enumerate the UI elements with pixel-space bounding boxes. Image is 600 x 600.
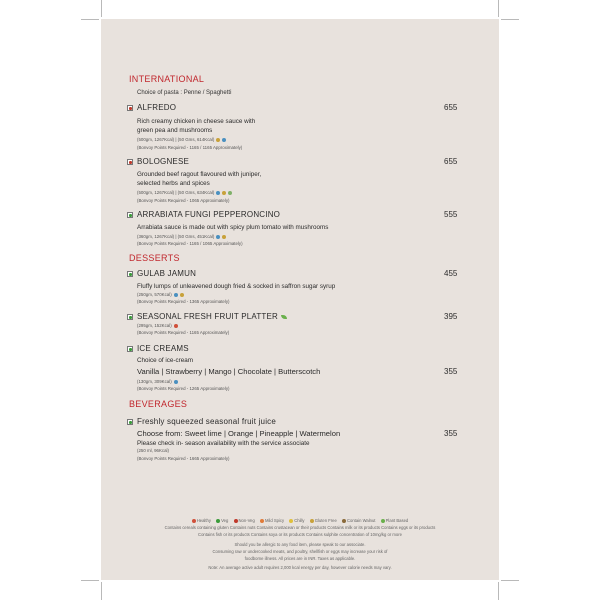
item-points-fruit-juice: (Bonvoy Points Required - 1665 Approximately) xyxy=(137,456,230,461)
allergen-line-2: Contains fish or its products Contains soya or its products Contains sulphite concentration of 10mg/kg or more xyxy=(198,532,402,537)
item-points-alfredo: (Bonvoy Points Required - 1165 / 1165 Approximately) xyxy=(137,145,243,150)
crop-mark xyxy=(501,580,519,581)
item-desc-gulab-jamun: Fluffy lumps of unleavened dough fried & socked in saffron sugar syrup xyxy=(137,283,336,290)
crop-mark xyxy=(81,19,99,20)
item-nutrition-fruit-juice: (250 ml, 96Kcal) xyxy=(137,448,169,453)
item-check-fruit-juice: Please check in- season availability with the service associate xyxy=(137,440,310,447)
allergen-icon xyxy=(174,380,178,384)
item-price-fruit-platter: 395 xyxy=(444,312,458,321)
allergen-icon xyxy=(174,293,178,297)
nonveg-icon xyxy=(127,105,133,111)
legend-walnut: Contain Walnut xyxy=(342,518,375,523)
icon-legend xyxy=(101,518,499,523)
item-name-alfredo: ALFREDO xyxy=(137,103,177,112)
section-title-international: INTERNATIONAL xyxy=(129,74,205,84)
item-name-arrabiata: ARRABIATA FUNGI PEPPERONCINO xyxy=(137,210,281,219)
allergen-icon xyxy=(216,235,220,239)
veg-icon xyxy=(127,271,133,277)
item-flavours-ice-creams: Vanilla | Strawberry | Mango | Chocolate | Butterscotch xyxy=(137,367,321,376)
legend-gluten-free: Gluten Free xyxy=(310,518,337,523)
disclaimer-line-1: Should you be allergic to any food item, please speak to our associate. xyxy=(234,542,366,547)
allergen-icon xyxy=(216,191,220,195)
item-price-fruit-juice: 355 xyxy=(444,429,458,438)
crop-mark xyxy=(498,0,499,17)
legend-plant-based: Plant Based xyxy=(381,518,409,523)
item-name-bolognese: BOLOGNESE xyxy=(137,157,190,166)
item-price-gulab-jamun: 455 xyxy=(444,269,458,278)
item-points-bolognese: (Bonvoy Points Required - 1065 Approximately) xyxy=(137,198,230,203)
item-price-alfredo: 655 xyxy=(444,103,458,112)
veg-icon xyxy=(127,346,133,352)
allergen-icon xyxy=(216,138,220,142)
crop-mark xyxy=(498,582,499,600)
leaf-icon xyxy=(281,315,287,319)
calorie-note: Note: An average active adult requires 2,000 kcal energy per day, however calorie needs may vary. xyxy=(208,565,392,570)
legend-veg: Veg xyxy=(216,518,228,523)
allergen-icon xyxy=(180,293,184,297)
item-name-fruit-platter: SEASONAL FRESH FRUIT PLATTER xyxy=(137,312,287,321)
section-title-beverages: BEVERAGES xyxy=(129,399,188,409)
veg-icon xyxy=(127,419,133,425)
veg-icon xyxy=(127,212,133,218)
item-sub-ice-creams: Choice of ice-cream xyxy=(137,357,193,364)
nonveg-icon xyxy=(127,159,133,165)
item-nutrition-bolognese: (500gm, 1267Kcal) | (50 Gms, 634Kcal) xyxy=(137,190,232,195)
item-nutrition-alfredo: (500gm, 1267Kcal) | (50 Gms, 614Kcal) xyxy=(137,137,226,142)
item-desc-bolognese: Grounded beef ragout flavoured with juniper, selected herbs and spices xyxy=(137,171,262,188)
menu-page xyxy=(101,19,499,580)
item-desc-alfredo: Rich creamy chicken in cheese sauce with green pea and mushrooms xyxy=(137,118,256,135)
allergen-line-1: Contains cereals containing gluten Contains nuts Contains crustacean or their products Contains milk or its products Contains eggs or its products xyxy=(164,525,436,530)
item-name-gulab-jamun: GULAB JAMUN xyxy=(137,269,197,278)
item-price-ice-creams: 355 xyxy=(444,367,458,376)
section-title-desserts: DESSERTS xyxy=(129,253,180,263)
item-nutrition-ice-creams: (130gm, 309Kcal) xyxy=(137,379,178,384)
item-name-fruit-juice: Freshly squeezed seasonal fruit juice xyxy=(137,417,277,426)
veg-icon xyxy=(127,314,133,320)
allergen-icon xyxy=(222,138,226,142)
crop-mark xyxy=(101,0,102,17)
legend-mild-spicy: Mild Spicy xyxy=(260,518,284,523)
item-points-arrabiata: (Bonvoy Points Required - 1165 / 1065 Approximately) xyxy=(137,241,243,246)
crop-mark xyxy=(101,582,102,600)
item-nutrition-fruit-platter: (295gm, 152Kcal) xyxy=(137,323,178,328)
allergen-icon xyxy=(228,191,232,195)
item-nutrition-gulab-jamun: (250gm, 570Kcal) xyxy=(137,292,184,297)
item-price-bolognese: 655 xyxy=(444,157,458,166)
disclaimer-line-2: Consuming raw or undercooked meats, and poultry, shellfish or eggs may increase your risk of xyxy=(212,549,388,554)
item-points-fruit-platter: (Bonvoy Points Required - 1165 Approximately) xyxy=(137,330,230,335)
crop-mark xyxy=(501,19,519,20)
legend-chilly: Chilly xyxy=(289,518,304,523)
legend-nonveg: Non-Veg xyxy=(234,518,255,523)
allergen-icon xyxy=(174,324,178,328)
legend-healthy: Healthy xyxy=(192,518,211,523)
allergen-icon xyxy=(222,235,226,239)
item-points-gulab-jamun: (Bonvoy Points Required - 1365 Approximately) xyxy=(137,299,230,304)
allergen-icon xyxy=(222,191,226,195)
disclaimer-line-3: foodborne illness. All prices are in INR. Taxes as applicable. xyxy=(244,556,356,561)
item-price-arrabiata: 555 xyxy=(444,210,458,219)
item-points-ice-creams: (Bonvoy Points Required - 1265 Approximately) xyxy=(137,386,230,391)
pasta-choice-note: Choice of pasta : Penne / Spaghetti xyxy=(137,90,232,96)
item-nutrition-arrabiata: (360gm, 1267Kcal) | (50 Gms, 451Kcal) xyxy=(137,234,226,239)
item-name-ice-creams: ICE CREAMS xyxy=(137,344,189,353)
item-desc-arrabiata: Arrabiata sauce is made out with spicy plum tomato with mushrooms xyxy=(137,224,329,231)
crop-mark xyxy=(81,580,99,581)
item-choose-fruit-juice: Choose from: Sweet lime | Orange | Pineapple | Watermelon xyxy=(137,429,341,438)
